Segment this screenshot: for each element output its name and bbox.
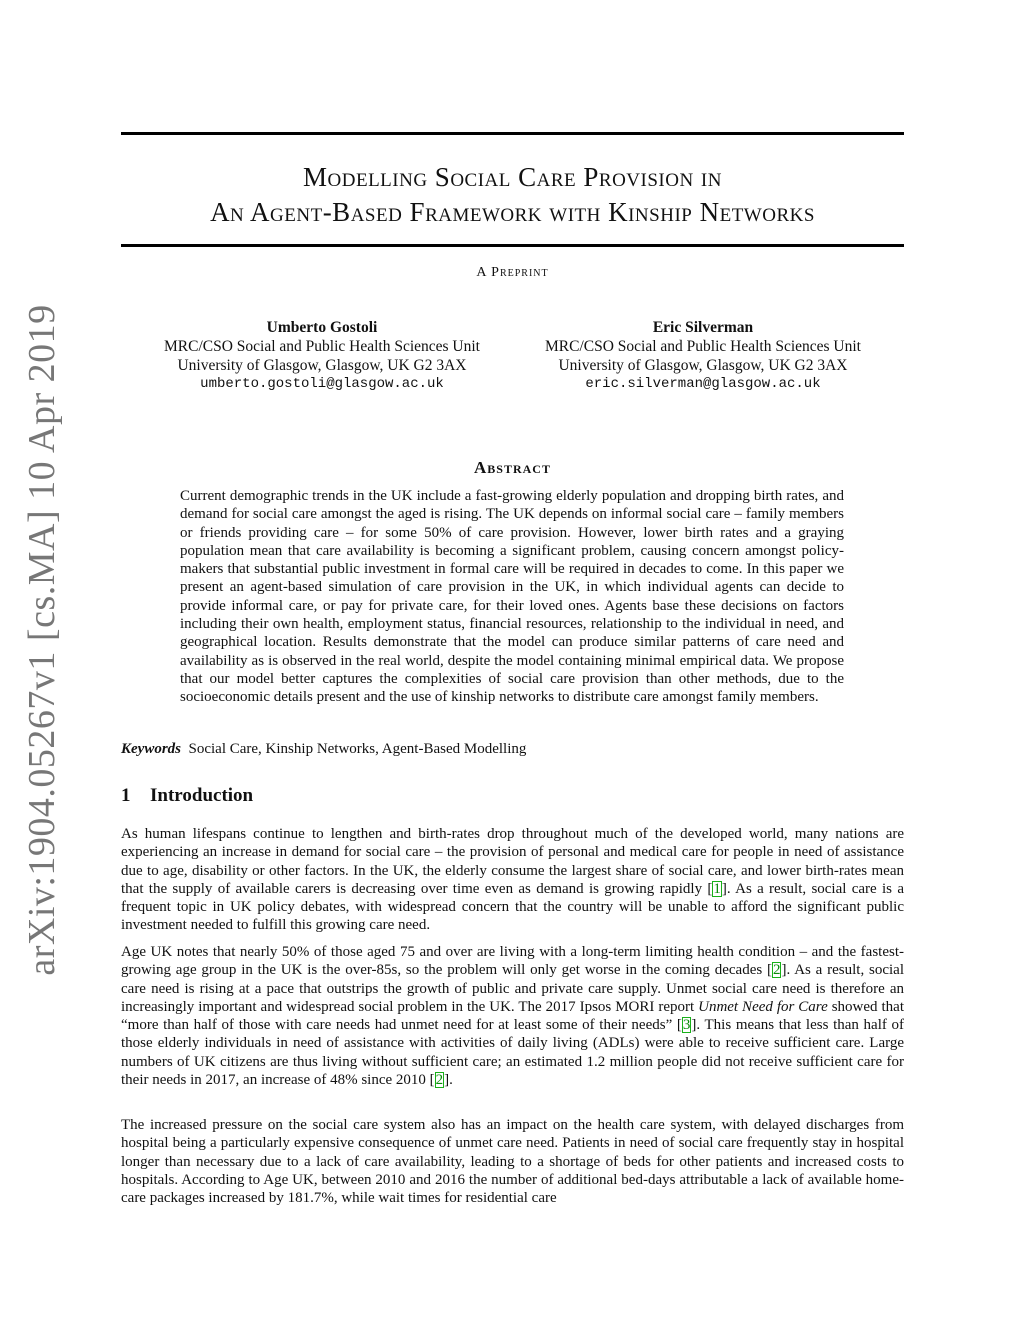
paragraph-1: [121, 825, 904, 935]
author-email[interactable]: umberto.gostoli@glasgow.ac.uk: [200, 376, 444, 392]
arxiv-sidebar: [0, 304, 80, 976]
paper-title: [121, 160, 904, 230]
title-line-2: An Agent-Based Framework with Kinship Networks: [210, 197, 815, 227]
arxiv-identifier: arXiv:1904.05267v1 [cs.MA] 10 Apr 2019: [21, 304, 63, 976]
author-block-2: [523, 318, 883, 394]
paragraph-text: ]. As a result, social care need is rising at a pace that outstrips the growth of public and private care supply. Unmet social care need is therefore an increasingly important and widespread social problem in the UK. The 2017 Ipsos MORI report: [121, 962, 904, 1015]
paragraph-2: [121, 943, 904, 1089]
section-title: Introduction: [150, 785, 254, 806]
author-name: Eric Silverman: [652, 319, 754, 336]
author-email[interactable]: eric.silverman@glasgow.ac.uk: [585, 376, 821, 392]
abstract-heading: Abstract: [474, 458, 551, 477]
section-heading: [121, 785, 253, 807]
author-affiliation: MRC/CSO Social and Public Health Sciences Unit: [544, 338, 861, 355]
author-block-1: [142, 318, 502, 394]
author-affiliation: MRC/CSO Social and Public Health Sciences Unit: [163, 338, 480, 355]
title-rule-bottom: [121, 244, 904, 247]
paragraph-text: Age UK notes that nearly 50% of those aged 75 and over are living with a long-term limiting health condition – and the fastest-growing age group in the UK is the over-85s, so the problem will only get worse in the coming decades [: [121, 944, 904, 979]
title-line-1: Modelling Social Care Provision in: [303, 162, 722, 192]
section-number: 1: [121, 785, 131, 806]
paragraph-text: ].: [444, 1072, 453, 1089]
preprint-label: A Preprint: [476, 265, 549, 280]
author-address: University of Glasgow, Glasgow, UK G2 3AX: [558, 357, 848, 374]
citation-link[interactable]: 3: [682, 1017, 691, 1034]
author-address: University of Glasgow, Glasgow, UK G2 3AX: [177, 357, 467, 374]
paragraph-3: The increased pressure on the social care system also has an impact on the health care system, with delayed discharges from hospital being a particularly expensive consequence of unmet care need. Patients in need of social care frequently stay in hospital longer than necessary due to a lack of care availability, leading to a shortage of beds for other patients and increased costs to hospitals. According to Age UK, between 2010 and 2016 the number of additional bed-days attributable a lack of available home-care packages increased by 181.7%, while wait times for residential care: [121, 1117, 904, 1207]
abstract-text: Current demographic trends in the UK include a fast-growing elderly population and dropping birth rates, and demand for social care amongst the aged is rising. The UK depends on informal social care – family members or friends providing care – for some 50% of care provision. However, lower birth rates and a graying population mean that care availability is becoming a significant problem, causing concern amongst policy-makers that substantial public investment in formal care will be required in decades to come. In this paper we present an agent-based simulation of care provision in the UK, in which individual agents can decide to provide informal care, or pay for private care, for their loved ones. Agents base these decisions on factors including their own health, employment status, financial resources, relationship to the individual in need, and geographical location. Results demonstrate that the model can produce similar patterns of care need and availability as is observed in the real world, despite the model containing minimal empirical data. We propose that our model better captures the complexities of social care provision than other methods, due to the socioeconomic details present and the use of kinship networks to distribute care amongst family members.: [180, 488, 844, 706]
paragraph-text: ]. This means that less than half of those elderly individuals in need of assistance with activities of daily living (ADLs) were able to receive sufficient care. Large numbers of UK citizens are thus living without sufficient care; an estimated 1.2 million people did not receive sufficient care for their needs in 2017, an increase of 48% since 2010 [: [121, 1017, 904, 1089]
paragraph-text: ]. As a result, social care is a frequent topic in UK policy debates, with widespread concern that the country will be unable to afford the significant public investment needed to fulfill this growing care need.: [121, 880, 904, 934]
keywords-label: Keywords: [121, 741, 181, 757]
paragraph-text: showed that “more than half of those with care needs had unmet need for at least some of their needs” [: [121, 998, 904, 1034]
citation-link[interactable]: 2: [435, 1072, 444, 1089]
title-rule-top: [121, 132, 904, 135]
keywords: [121, 741, 904, 758]
keywords-text: Social Care, Kinship Networks, Agent-Based Modelling: [188, 741, 527, 757]
author-name: Umberto Gostoli: [266, 319, 378, 336]
paragraph-text: As human lifespans continue to lengthen and birth-rates drop throughout much of the developed world, many nations are experiencing an increase in demand for social care – the provision of personal and medical care for people in need of assistance due to age, disability or other factors. In the UK, the elderly consume the largest share of social care, and lower birth-rates mean that the supply of available carers is decreasing over time even as demand is growing rapidly [: [121, 826, 904, 897]
report-title: Unmet Need for Care: [698, 998, 828, 1015]
citation-link[interactable]: 1: [713, 880, 721, 897]
citation-link[interactable]: 2: [772, 962, 781, 979]
